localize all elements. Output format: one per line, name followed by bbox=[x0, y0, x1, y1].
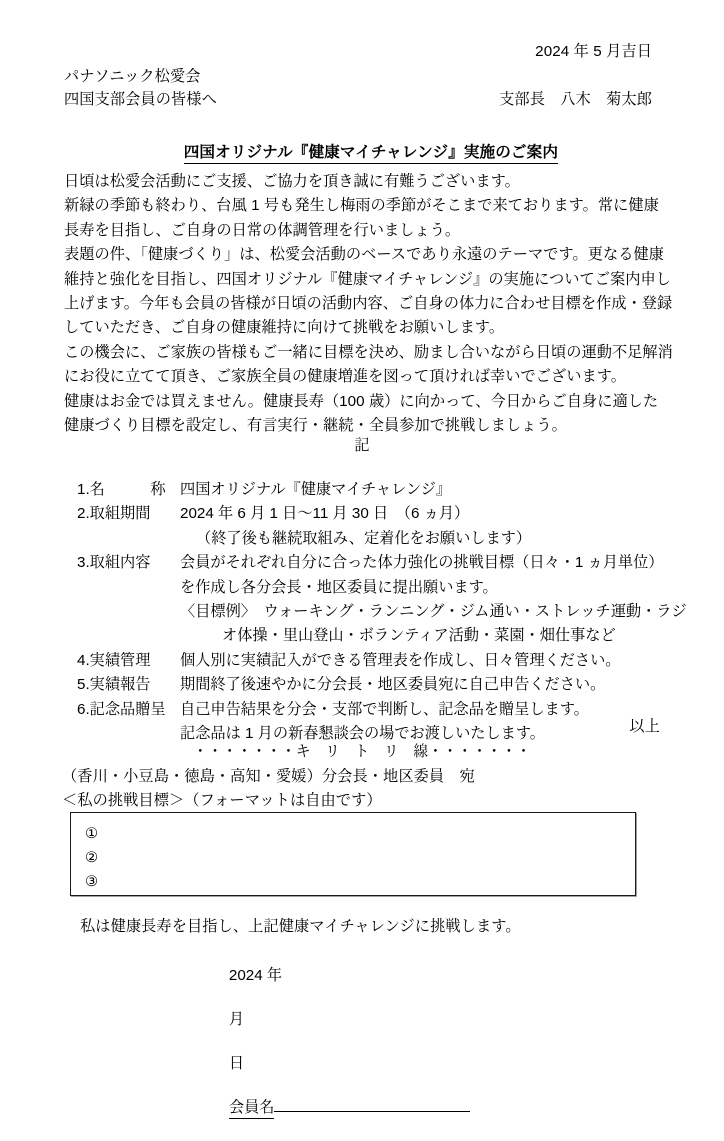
goal-slot[interactable]: ① bbox=[85, 826, 99, 842]
signature-spacer-2 bbox=[229, 1033, 259, 1050]
item-value: 個人別に実績記入ができる管理表を作成し、日々管理ください。 bbox=[180, 651, 621, 669]
body-line: 維持と強化を目指し、四国オリジナル『健康マイチャレンジ』の実施についてご案内申し bbox=[64, 270, 671, 288]
ki-mark: 記 bbox=[354, 437, 370, 454]
item-label: 1.名 称 bbox=[77, 481, 166, 498]
body-line: にお役に立てて頂き、ご家族全員の健康増進を図って頂ければ幸いでございます。 bbox=[64, 368, 626, 386]
item-row bbox=[0, 624, 724, 648]
signature-year: 2024 年 bbox=[228, 967, 283, 984]
body-line: 新緑の季節も終わり、台風 1 号も発生し梅雨の季節がそこまで来ております。常に健康 bbox=[64, 197, 659, 215]
body-line: 健康はお金では買えません。健康長寿（100 歳）に向かって、今日からご自身に適した bbox=[64, 392, 659, 410]
document-date: 2024 年 5 月吉日 bbox=[535, 43, 652, 60]
pledge-text: 私は健康長寿を目指し、上記健康マイチャレンジに挑戦します。 bbox=[80, 918, 521, 935]
item-row bbox=[0, 576, 724, 600]
body-line: していただき、ご自身の健康維持に向けて挑戦をお願いします。 bbox=[64, 319, 505, 337]
item-row bbox=[0, 527, 724, 551]
item-label: 6.記念品贈呈 bbox=[77, 700, 166, 718]
item-label: 3.取組内容 bbox=[77, 554, 151, 572]
item-value: 期間終了後速やかに分会長・地区委員宛に自己申告ください。 bbox=[180, 676, 606, 694]
body-text bbox=[64, 170, 673, 438]
cut-line: ・・・・・・・キ リ ト リ 線・・・・・・・ bbox=[193, 744, 531, 760]
item-value: 2024 年 6 月 1 日～11 月 30 日 （6 ヵ月） bbox=[180, 505, 470, 523]
item-label: 2.取組期間 bbox=[77, 505, 151, 523]
goal-slot[interactable]: ② bbox=[85, 850, 99, 866]
body-line: 表題の件、「健康づくり」は、松愛会活動のベースであり永遠のテーマです。更なる健康 bbox=[64, 246, 664, 264]
signer-name: 支部長 八木 菊太郎 bbox=[499, 91, 652, 108]
body-line: この機会に、ご家族の皆様もご一緒に目標を決め、励まし合いながら日頃の運動不足解消 bbox=[64, 343, 673, 361]
body-line: 健康づくり目標を設定し、有言実行・継続・全員参加で挑戦しましょう。 bbox=[64, 416, 567, 434]
document-title bbox=[0, 130, 724, 176]
item-row bbox=[0, 600, 724, 624]
document-title-text: 四国オリジナル『健康マイチャレンジ』実施のご案内 bbox=[184, 144, 558, 164]
signature-day: 日 bbox=[228, 1055, 245, 1072]
item-row bbox=[0, 649, 724, 673]
organization-name: パナソニック松愛会 bbox=[64, 68, 201, 85]
item-row bbox=[0, 551, 724, 575]
body-line: 長寿を目指し、ご自身の日常の体調管理を行いましょう。 bbox=[64, 221, 461, 239]
signature-name-field[interactable] bbox=[274, 1109, 470, 1112]
item-value: オ体操・里山登山・ボランティア活動・菜園・畑仕事など bbox=[222, 627, 616, 645]
item-label: 4.実績管理 bbox=[77, 651, 151, 669]
signature-row bbox=[212, 943, 470, 1116]
item-list bbox=[0, 478, 724, 746]
recipients-line: （香川・小豆島・徳島・高知・愛媛）分会長・地区委員 宛 bbox=[62, 768, 475, 785]
goal-entry-box[interactable] bbox=[70, 812, 636, 896]
signature-name-label: 会員名 bbox=[229, 1099, 275, 1119]
item-row bbox=[0, 673, 724, 697]
signature-spacer-1 bbox=[229, 989, 259, 1006]
body-line: 上げます。今年も会員の皆様が日頃の活動内容、ご自身の体力に合わせ目標を作成・登録 bbox=[64, 294, 673, 312]
addressee-line: 四国支部会員の皆様へ bbox=[64, 91, 217, 108]
item-value: 記念品は 1 月の新春懇談会の場でお渡しいたします。 bbox=[180, 724, 545, 742]
goal-heading: ＜私の挑戦目標＞（フォーマットは自由です） bbox=[62, 792, 382, 809]
item-value: 〈目標例〉 ウォーキング・ランニング・ジム通い・ストレッチ運動・ラジ bbox=[180, 602, 687, 620]
body-line: 日頃は松愛会活動にご支援、ご協力を頂き誠に有難うございます。 bbox=[64, 173, 520, 190]
signature-spacer-3 bbox=[229, 1077, 259, 1094]
item-value: （終了後も継続取組み、定着化をお願いします） bbox=[196, 529, 532, 547]
item-row bbox=[0, 478, 724, 502]
item-value: 会員がそれぞれ自分に合った体力強化の挑戦目標（日々・1 ヵ月単位） bbox=[180, 554, 664, 572]
goal-slot[interactable]: ③ bbox=[85, 874, 99, 890]
item-label: 5.実績報告 bbox=[77, 676, 151, 694]
closing-mark: 以上 bbox=[629, 718, 660, 735]
item-value: を作成し各分会長・地区委員に提出願います。 bbox=[180, 578, 498, 596]
item-value: 自己申告結果を分会・支部で判断し、記念品を贈呈します。 bbox=[180, 700, 589, 718]
signature-month: 月 bbox=[228, 1011, 245, 1028]
item-row bbox=[0, 502, 724, 526]
item-value: 四国オリジナル『健康マイチャレンジ』 bbox=[180, 481, 452, 498]
